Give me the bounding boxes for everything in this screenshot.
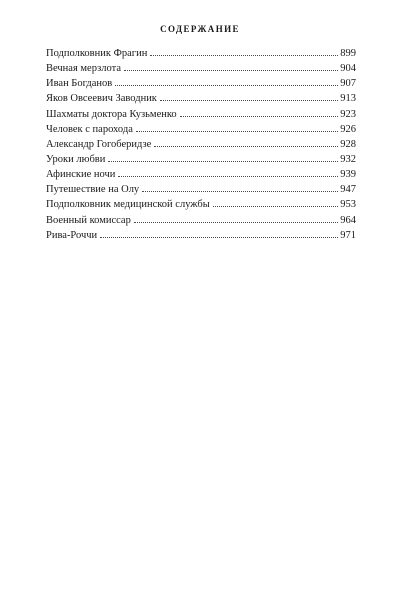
toc-entry-page-number: 953 [340,199,356,211]
toc-entry-title: Военный комиссар [46,214,131,226]
toc-entry[interactable] [46,75,356,90]
dot-leader [154,136,338,147]
toc-entry-title: Подполковник медицинской службы [46,199,210,211]
toc-entry-title: Рива-Роччи [46,229,98,241]
toc-entry-page-number: 899 [340,48,356,59]
toc-entry-title: Человек с парохода [46,123,133,135]
toc-entry-title: Подполковник Фрагин [46,48,148,59]
toc-entry-page-number: 926 [340,123,356,135]
dot-leader [124,60,338,71]
toc-entry[interactable] [46,106,356,121]
toc-entry[interactable] [46,181,356,196]
toc-entry[interactable] [46,90,356,105]
toc-entry-title: Путешествие на Олу [46,184,140,196]
toc-entry-page-number: 923 [340,108,356,120]
toc-entry[interactable] [46,45,356,60]
dot-leader [100,227,338,238]
toc-entry[interactable] [46,121,356,136]
toc-entry-title: Александр Гогоберидзе [46,138,152,150]
toc-entry[interactable] [46,60,356,75]
dot-leader [118,166,338,177]
toc-entry-page-number: 913 [340,93,356,105]
toc-entry-page-number: 939 [340,169,356,181]
toc-entry-title: Яков Овсеевич Заводник [46,93,157,105]
toc-entry[interactable] [46,166,356,181]
toc-entry[interactable] [46,151,356,166]
toc-entry-page-number: 947 [340,184,356,196]
toc-entry-page-number: 928 [340,138,356,150]
toc-entry-page-number: 964 [340,214,356,226]
toc-entry-title: Уроки любви [46,153,106,165]
dot-leader [136,121,338,132]
toc-entry-title: Афинские ночи [46,169,116,181]
dot-leader [150,45,338,56]
page-title: СОДЕРЖАНИЕ [160,24,240,34]
dot-leader [213,196,338,207]
toc-entry-page-number: 904 [340,63,356,75]
toc-entry[interactable] [46,136,356,151]
dot-leader [108,151,338,162]
toc-entry[interactable] [46,196,356,211]
toc-entry-title: Иван Богданов [46,78,113,90]
dot-leader [160,90,338,101]
toc-entry-page-number: 932 [340,153,356,165]
toc-entry[interactable] [46,212,356,227]
dot-leader [115,75,338,86]
toc-entry-title: Шахматы доктора Кузьменко [46,108,177,120]
dot-leader [134,212,338,223]
toc-entry[interactable] [46,227,356,242]
toc-entry-page-number: 971 [340,229,356,241]
dot-leader [142,181,338,192]
toc-entry-page-number: 907 [340,78,356,90]
table-of-contents [46,45,356,242]
toc-entry-title: Вечная мерзлота [46,63,121,75]
dot-leader [180,106,339,117]
